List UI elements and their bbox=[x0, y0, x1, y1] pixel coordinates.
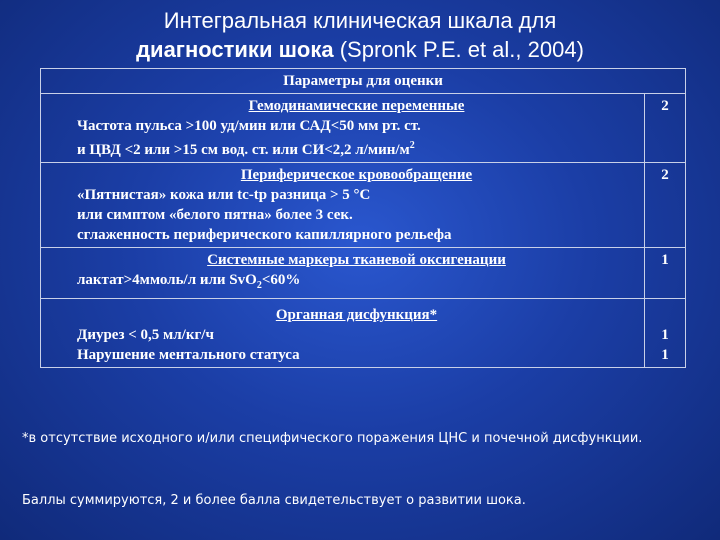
title-line-2 bbox=[0, 35, 720, 64]
param-cell bbox=[41, 94, 645, 163]
title-line-2-citation: (Spronk P.E. et al., 2004) bbox=[333, 37, 584, 62]
param-cell bbox=[41, 163, 645, 248]
score-cell: 2 bbox=[645, 94, 686, 163]
subscript: 2 bbox=[256, 280, 262, 291]
param-line bbox=[77, 270, 636, 296]
table-row bbox=[41, 163, 686, 248]
title-line-2-bold: диагностики шока bbox=[136, 37, 334, 62]
param-line: или симптом «белого пятна» более 3 сек. bbox=[77, 207, 353, 223]
section-title: Органная дисфункция* bbox=[275, 307, 438, 323]
section-title: Периферическое кровообращение bbox=[240, 167, 473, 183]
table-header-row bbox=[41, 69, 686, 94]
param-line: Нарушение ментального статуса bbox=[77, 347, 300, 363]
slide-title bbox=[0, 6, 720, 64]
param-line-text: <60% bbox=[261, 272, 301, 288]
shock-scale-table bbox=[40, 68, 686, 368]
param-line-text: и ЦВД <2 или >15 см вод. ст. или СИ<2,2 л/мин/м bbox=[77, 142, 410, 158]
footnote: *в отсутствие исходного и/или специфического поражения ЦНС и почечной дисфункции. bbox=[22, 431, 643, 446]
table-row bbox=[41, 248, 686, 299]
param-line: «Пятнистая» кожа или tc-tp разница > 5 °С bbox=[77, 187, 371, 203]
table-row bbox=[41, 299, 686, 368]
param-line: Частота пульса >100 уд/мин или САД<50 мм рт. ст. bbox=[77, 118, 421, 134]
score-cell bbox=[645, 299, 686, 368]
table-header: Параметры для оценки bbox=[41, 69, 686, 94]
param-line bbox=[77, 136, 636, 160]
param-cell bbox=[41, 299, 645, 368]
score-cell: 2 bbox=[645, 163, 686, 248]
param-line-text: лактат>4ммоль/л или SvO bbox=[77, 272, 257, 288]
summary-note: Баллы суммируются, 2 и более балла свидетельствует о развитии шока. bbox=[22, 493, 526, 508]
score-value: 1 bbox=[661, 327, 669, 343]
section-title: Системные маркеры тканевой оксигенации bbox=[207, 252, 506, 268]
section-title: Гемодинамические переменные bbox=[248, 98, 465, 114]
param-line: сглаженность периферического капиллярного рельефа bbox=[77, 227, 452, 243]
score-cell: 1 bbox=[645, 248, 686, 299]
title-line-1: Интегральная клиническая шкала для bbox=[163, 8, 557, 33]
score-value: 1 bbox=[661, 347, 669, 363]
param-line: Диурез < 0,5 мл/кг/ч bbox=[77, 327, 214, 343]
param-cell bbox=[41, 248, 645, 299]
table-row bbox=[41, 94, 686, 163]
superscript: 2 bbox=[409, 140, 415, 151]
